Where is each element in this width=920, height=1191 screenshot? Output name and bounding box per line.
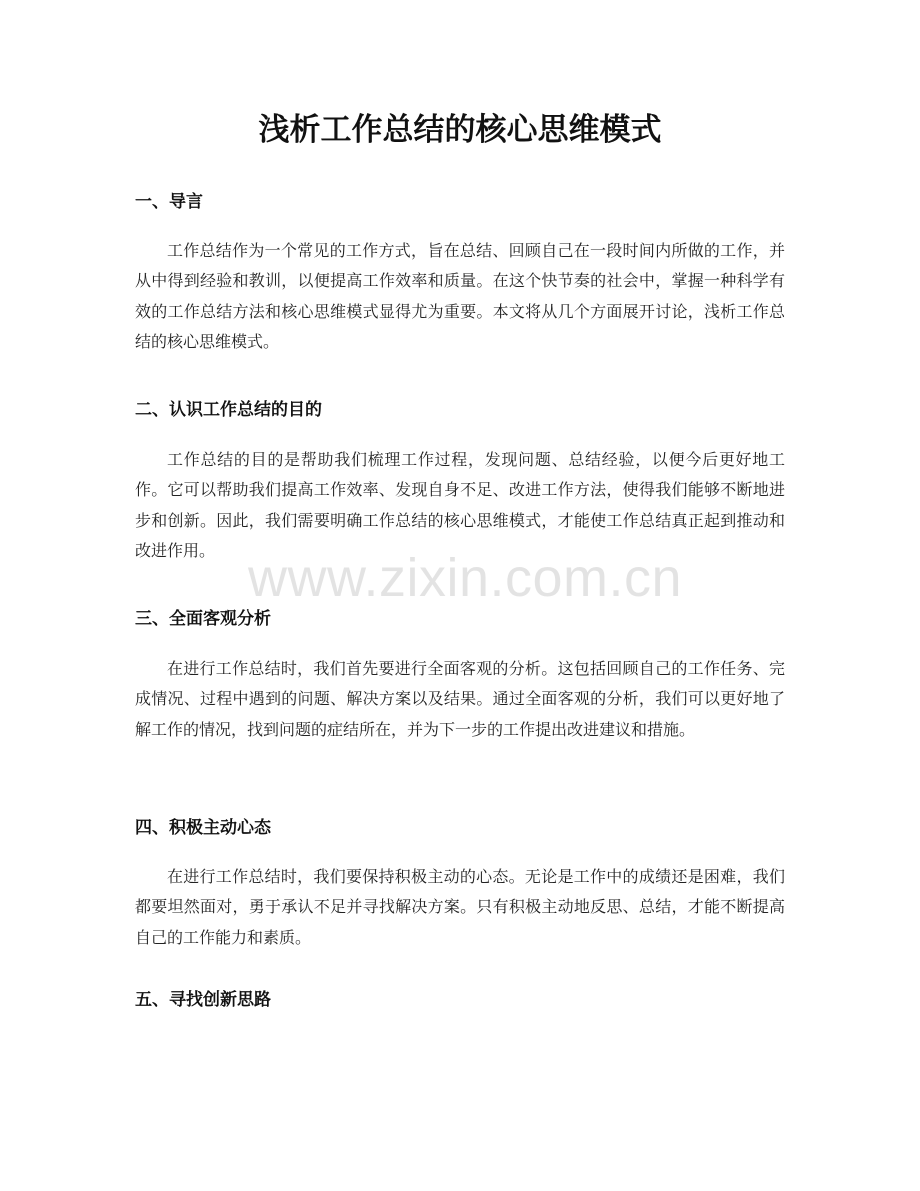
section-paragraph-analysis: 在进行工作总结时，我们首先要进行全面客观的分析。这包括回顾自己的工作任务、完成情况、过程中遇到的问题、解决方案以及结果。通过全面客观的分析，我们可以更好地了解工作的情况，找到问题的症结所在，并为下一步的工作提出改进建议和措施。 — [135, 659, 785, 739]
document-title: 浅析工作总结的核心思维模式 — [258, 112, 662, 148]
section-paragraph-purpose: 工作总结的目的是帮助我们梳理工作过程，发现问题、总结经验，以便今后更好地工作。它可以帮助我们提高工作效率、发现自身不足、改进工作方法，使得我们能够不断地进步和创新。因此，我们需要明确工作总结的核心思维模式，才能使工作总结真正起到推动和改进作用。 — [135, 450, 785, 561]
section-heading-analysis: 三、全面客观分析 — [135, 609, 271, 629]
section-heading-introduction: 一、导言 — [135, 192, 203, 212]
section-heading-innovation: 五、寻找创新思路 — [135, 990, 271, 1010]
section-heading-purpose: 二、认识工作总结的目的 — [135, 400, 322, 420]
watermark-text: www.zixin.com.cn — [247, 548, 683, 608]
section-paragraph-introduction: 工作总结作为一个常见的工作方式，旨在总结、回顾自己在一段时间内所做的工作，并从中得到经验和教训，以便提高工作效率和质量。在这个快节奏的社会中，掌握一种科学有效的工作总结方法和核心思维模式显得尤为重要。本文将从几个方面展开讨论，浅析工作总结的核心思维模式。 — [135, 241, 785, 352]
section-paragraph-attitude: 在进行工作总结时，我们要保持积极主动的心态。无论是工作中的成绩还是困难，我们都要坦然面对，勇于承认不足并寻找解决方案。只有积极主动地反思、总结，才能不断提高自己的工作能力和素质。 — [135, 867, 785, 947]
section-heading-attitude: 四、积极主动心态 — [135, 818, 271, 838]
